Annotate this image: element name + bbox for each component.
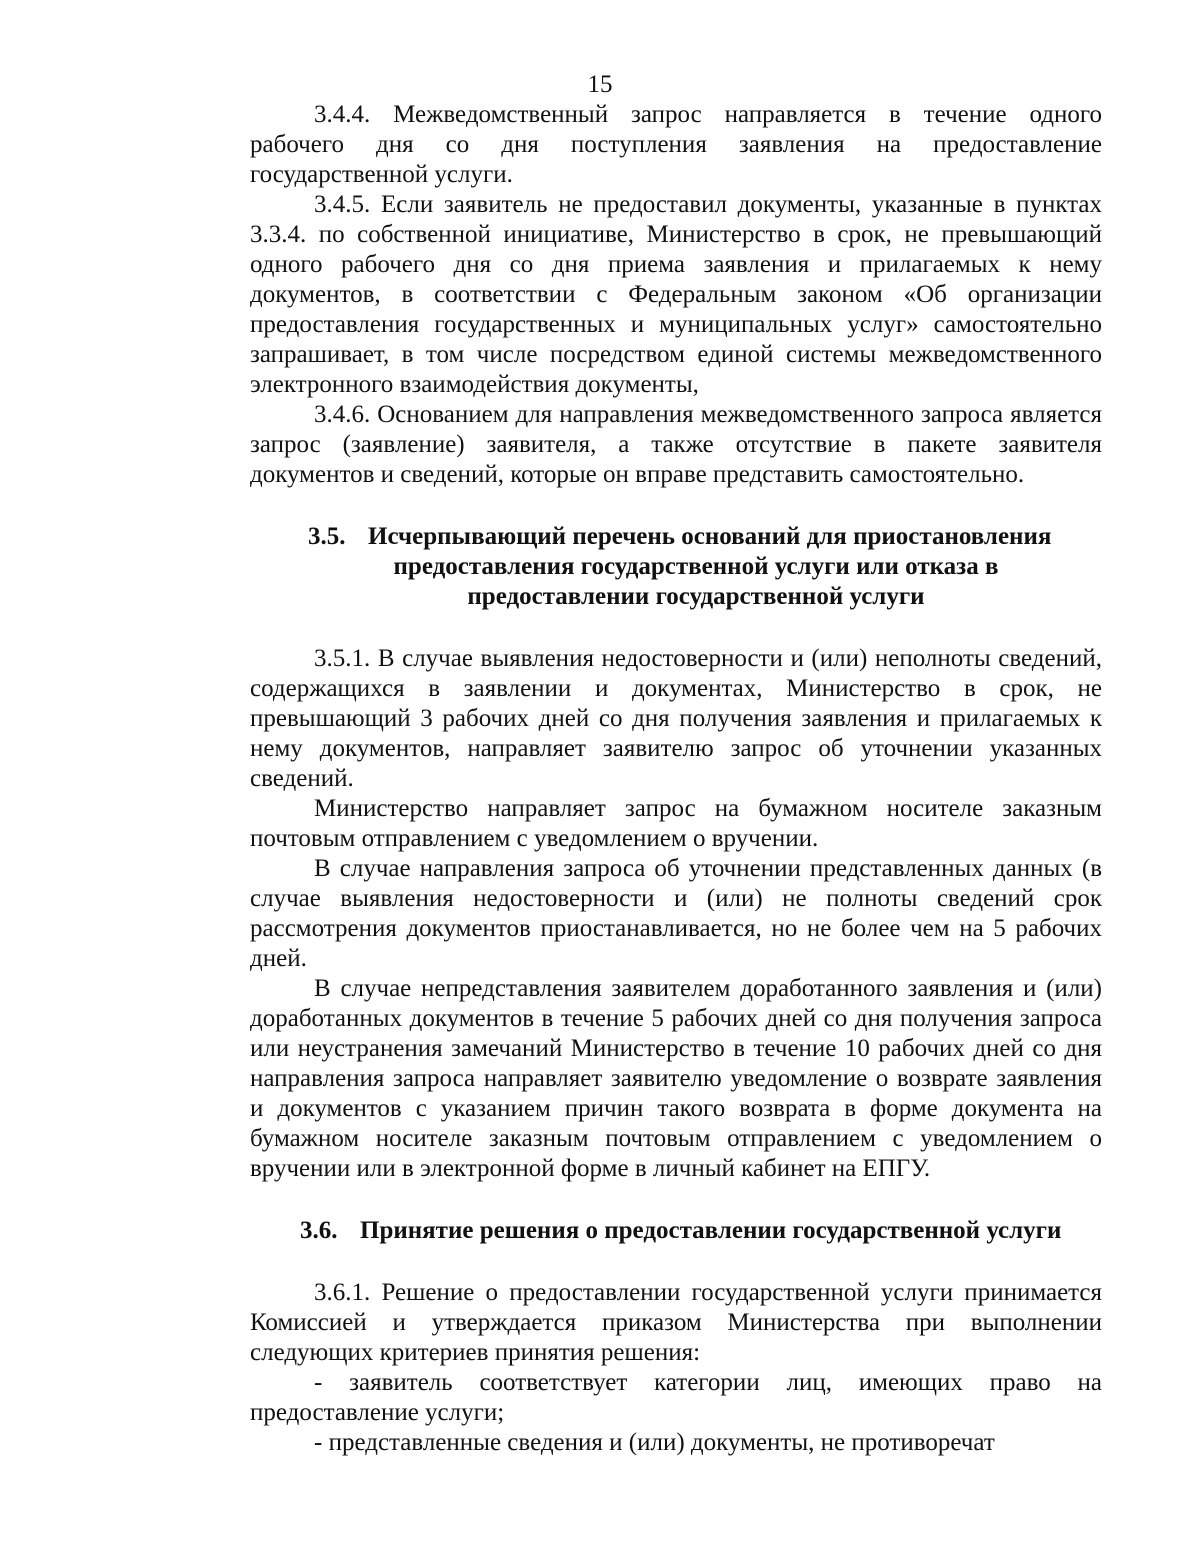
page-number: 15 [587,71,613,98]
paragraph-3-5-suspension: В случае направления запроса об уточнении представленных данных (в случае выявления недостоверности и (или) не полноты сведений срок рассмотрения документов приостанавливается, но не более чем на 5 рабочих дней. [250,855,1102,972]
section-3-6-number: 3.6. [300,1217,338,1244]
criteria-item-2: - представленные сведения и (или) документы, не противоречат [314,1429,995,1456]
section-3-5-number: 3.5. [308,523,346,550]
section-3-5-title-line1: Исчерпывающий перечень оснований для приостановления [368,523,1052,550]
paragraph-3-5-postal: Министерство направляет запрос на бумажном носителе заказным почтовым отправлением с уведомлением о вручении. [250,795,1102,852]
paragraph-3-5-return: В случае непредставления заявителем доработанного заявления и (или) доработанных документов в течение 5 рабочих дней со дня получения запроса или неустранения замечаний Министерство в течение 10 рабочих дней со дня направления запроса направляет заявителю уведомление о возврате заявления и документов с указанием причин такого возврата в форме документа на бумажном носителе заказным почтовым отправлением с уведомлением о вручении или в электронной форме в личный кабинет на ЕПГУ. [250,975,1102,1182]
section-3-6-heading [250,1216,1102,1246]
paragraph-3-4-4: 3.4.4. Межведомственный запрос направляется в течение одного рабочего дня со дня поступления заявления на предоставление государственной услуги. [250,101,1102,188]
criteria-item-1: - заявитель соответствует категории лиц, имеющих право на предоставление услуги; [250,1369,1102,1426]
section-3-5-title-line2: предоставления государственной услуги или отказа в [393,553,999,580]
paragraph-3-5-1: 3.5.1. В случае выявления недостоверности и (или) неполноты сведений, содержащихся в заявлении и документах, Министерство в срок, не превышающий 3 рабочих дней со дня получения заявления и прилагаемых к нему документов, направляет заявителю запрос об уточнении указанных сведений. [250,645,1102,792]
document-body [250,100,1102,1458]
section-3-5-title-line3: предоставлении государственной услуги [467,583,925,610]
paragraph-3-6-1: 3.6.1. Решение о предоставлении государственной услуги принимается Комиссией и утверждается приказом Министерства при выполнении следующих критериев принятия решения: [250,1279,1102,1366]
paragraph-3-4-5: 3.4.5. Если заявитель не предоставил документы, указанные в пунктах 3.3.4. по собственной инициативе, Министерство в срок, не превышающий одного рабочего дня со дня приема заявления и прилагаемых к нему документов, в соответствии с Федеральным законом «Об организации предоставления государственных и муниципальных услуг» самостоятельно запрашивает, в том числе посредством единой системы межведомственного электронного взаимодействия документы, [250,191,1102,398]
section-3-6-title: Принятие решения о предоставлении государственной услуги [360,1217,1062,1244]
section-3-5-heading [250,522,1102,612]
paragraph-3-4-6: 3.4.6. Основанием для направления межведомственного запроса является запрос (заявление) заявителя, а также отсутствие в пакете заявителя документов и сведений, которые он вправе представить самостоятельно. [250,401,1102,488]
